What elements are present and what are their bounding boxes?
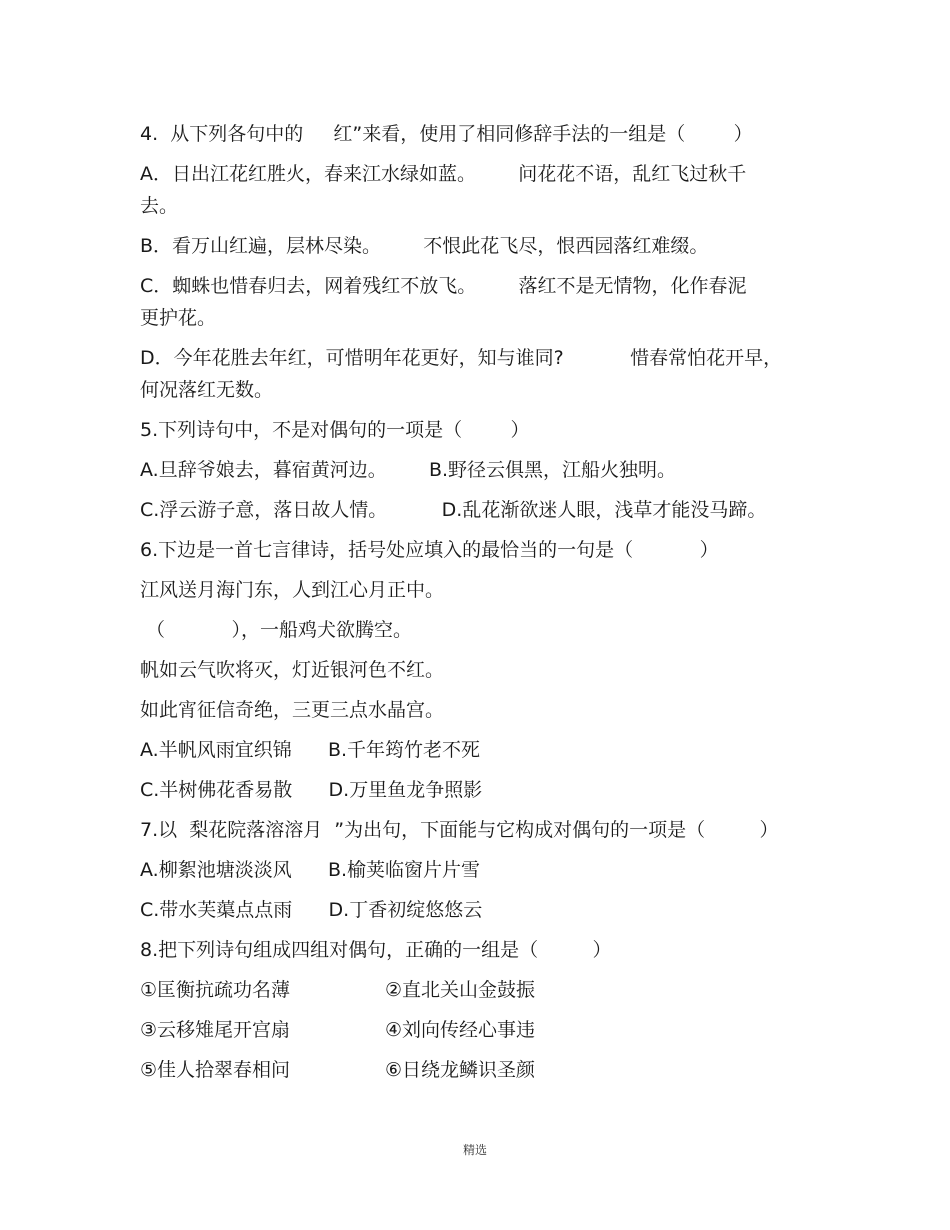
page-footer: 精选	[462, 1143, 487, 1157]
question-5-options-cd: C.浮云游子意，落日故人情。 D.乱花渐欲迷人眼，浅草才能没马蹄。	[140, 499, 767, 521]
question-8-item-5: ⑤佳人拾翠春相问	[140, 1059, 291, 1081]
question-8-stem: 8.把下列诗句组成四组对偶句，正确的一组是（ ）	[140, 939, 612, 961]
question-7	[140, 814, 820, 926]
question-4-option-d-line2: 何况落红无数。	[140, 379, 274, 401]
question-8-row-1	[140, 974, 820, 1006]
question-8-item-4: ④刘向传经心事违	[385, 1019, 536, 1041]
question-8-item-6: ⑥日绕龙鳞识圣颜	[385, 1059, 536, 1081]
question-5	[140, 414, 820, 526]
question-6-options-ab: A.半帆风雨宜织锦 B.千年筠竹老不死	[140, 739, 481, 761]
question-8-row-2	[140, 1014, 820, 1046]
question-4-option-a-line1: A．日出江花红胜火，春来江水绿如蓝。 问花花不语，乱红飞过秋千	[140, 163, 747, 185]
question-6-poem-line3: 帆如云气吹将灭，灯近银河色不红。	[140, 659, 445, 681]
question-4	[140, 118, 820, 406]
question-8-item-3: ③云移雉尾开宫扇	[140, 1019, 291, 1041]
question-5-stem: 5.下列诗句中，不是对偶句的一项是（ ）	[140, 419, 530, 441]
question-6-poem-line2: （ ），一船鸡犬欲腾空。	[140, 619, 412, 641]
question-6-stem: 6.下边是一首七言律诗，括号处应填入的最恰当的一句是（ ）	[140, 539, 719, 561]
question-8-item-2: ②直北关山金鼓振	[385, 979, 536, 1001]
question-4-option-d-line1: D．今年花胜去年红，可惜明年花更好，知与谁同? 惜春常怕花开早，	[140, 347, 783, 369]
question-6	[140, 534, 820, 806]
question-7-options-ab: A.柳絮池塘淡淡风 B.榆荚临窗片片雪	[140, 859, 481, 881]
question-4-option-c-line1: C．蜘蛛也惜春归去，网着残红不放飞。 落红不是无情物，化作春泥	[140, 275, 747, 297]
question-7-stem: 7.以 梨花院落溶溶月 ”为出句，下面能与它构成对偶句的一项是（ ）	[140, 819, 779, 841]
question-4-option-b: B．看万山红遍，层林尽染。 不恨此花飞尽，恨西园落红难缀。	[140, 235, 709, 257]
question-4-option-a-line2: 去。	[140, 195, 179, 217]
question-content	[140, 118, 820, 1086]
question-6-poem-line4: 如此宵征信奇绝，三更三点水晶宫。	[140, 699, 445, 721]
question-4-stem: 4. 从下列各句中的 红”来看，使用了相同修辞手法的一组是（ ）	[140, 123, 753, 145]
question-4-option-c-line2: 更护花。	[140, 307, 217, 329]
question-8-item-1: ①匡衡抗疏功名薄	[140, 979, 291, 1001]
question-7-options-cd: C.带水芙蕖点点雨 D.丁香初绽悠悠云	[140, 899, 483, 921]
question-6-options-cd: C.半树佛花香易散 D.万里鱼龙争照影	[140, 779, 483, 801]
question-6-poem-line1: 江风送月海门东，人到江心月正中。	[140, 579, 445, 601]
question-8-row-3	[140, 1054, 820, 1086]
question-8	[140, 934, 820, 1086]
question-5-options-ab: A.旦辞爷娘去，暮宿黄河边。 B.野径云俱黑，江船火独明。	[140, 459, 677, 481]
